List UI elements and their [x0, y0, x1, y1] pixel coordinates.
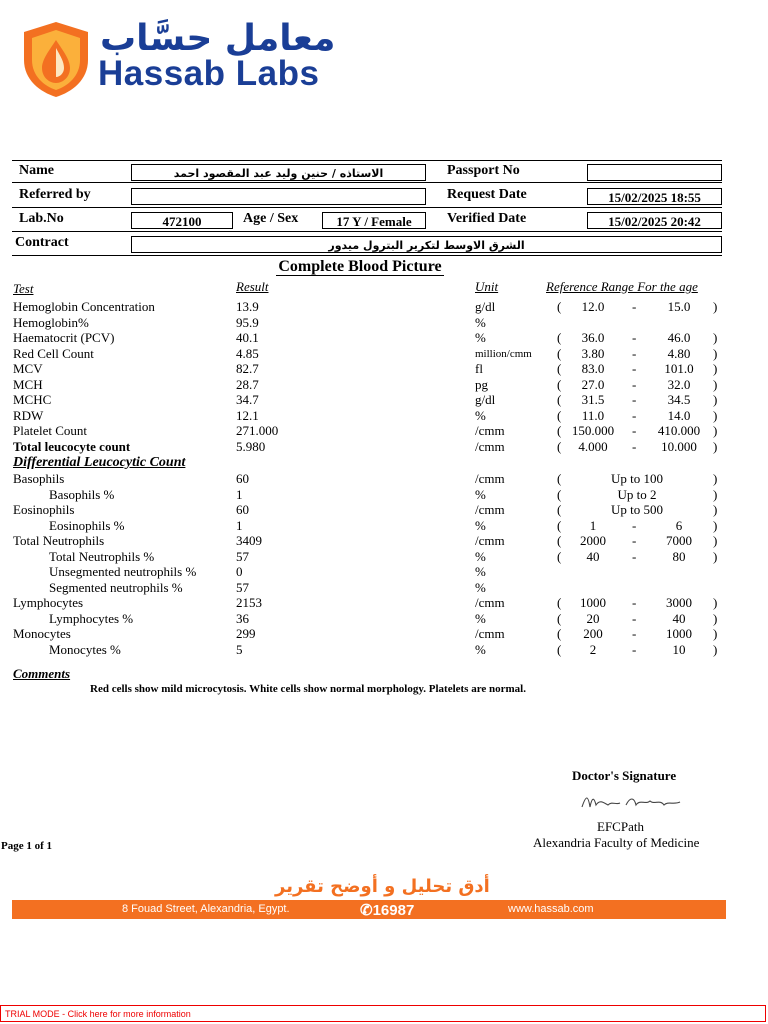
- footer-slogan: أدق تحليل و أوضح تقرير: [275, 876, 490, 897]
- range-close-paren: ): [713, 595, 718, 610]
- range-close-paren: ): [713, 548, 718, 564]
- result-row: [0, 299, 768, 315]
- test-name: MCHC: [13, 392, 52, 407]
- result-row: [0, 423, 768, 439]
- info-rule: [12, 182, 722, 183]
- range-high: 1000: [666, 626, 692, 641]
- range-high: 15.0: [667, 299, 691, 314]
- test-unit: million/cmm: [475, 347, 532, 360]
- verified-date-field: 15/02/2025 20:42: [587, 212, 722, 229]
- footer-phone-number: 16987: [372, 902, 415, 919]
- result-row: [0, 611, 768, 627]
- range-open-paren: (: [557, 423, 562, 438]
- range-low: 11.0: [581, 407, 605, 423]
- logo-english-text: Hassab Labs: [98, 54, 320, 93]
- test-result: 4.85: [236, 345, 259, 361]
- range-open-paren: (: [557, 438, 562, 454]
- range-high: 40: [672, 610, 686, 626]
- test-result: 28.7: [236, 376, 259, 392]
- test-unit: %: [475, 641, 486, 657]
- result-row: [0, 595, 768, 611]
- result-row: [0, 518, 768, 534]
- range-close-paren: ): [713, 471, 718, 486]
- range-open-paren: (: [557, 517, 562, 533]
- report-title: [0, 258, 720, 276]
- logo-arabic-text: معامل حسَّاب: [100, 18, 336, 59]
- range-close-paren: ): [713, 392, 718, 407]
- range-high: 14.0: [667, 407, 691, 423]
- name-field: الاستاذه / حنين وليد عبد المقصود احمد: [131, 164, 426, 181]
- test-name: Basophils %: [49, 486, 115, 502]
- test-result: 40.1: [236, 330, 259, 345]
- footer-address: 8 Fouad Street, Alexandria, Egypt.: [122, 903, 290, 915]
- test-unit: %: [475, 330, 486, 345]
- range-low: 200: [583, 626, 603, 641]
- range-dash: -: [632, 610, 637, 626]
- range-dash: -: [632, 376, 637, 392]
- result-row: [0, 626, 768, 642]
- range-open-paren: (: [557, 548, 562, 564]
- footer-phone: [360, 901, 414, 919]
- range-open-paren: (: [557, 345, 562, 361]
- range-close-paren: ): [713, 486, 718, 502]
- signature-heading: Doctor's Signature: [572, 768, 677, 783]
- range-high: 32.0: [667, 376, 691, 392]
- test-unit: %: [475, 564, 486, 579]
- result-row: [0, 471, 768, 487]
- result-row: [0, 580, 768, 596]
- range-open-paren: (: [557, 610, 562, 626]
- page-indicator: Page 1 of 1: [1, 840, 53, 852]
- range-low: 4.000: [578, 438, 608, 454]
- test-unit: %: [475, 610, 486, 626]
- test-unit: /cmm: [475, 423, 505, 438]
- range-low: 20: [586, 610, 600, 626]
- test-name: MCH: [13, 376, 43, 392]
- range-open-paren: (: [557, 392, 562, 407]
- range-low: 36.0: [581, 330, 605, 345]
- test-name: Total Neutrophils %: [49, 548, 155, 564]
- range-close-paren: ): [713, 517, 718, 533]
- test-result: 12.1: [236, 407, 259, 423]
- range-dash: -: [632, 641, 637, 657]
- info-top-rule: [12, 160, 722, 161]
- test-result: 5: [236, 641, 243, 657]
- range-open-paren: (: [557, 407, 562, 423]
- range-dash: -: [632, 392, 637, 407]
- test-name: Red Cell Count: [13, 345, 94, 361]
- test-unit: fl: [475, 361, 483, 376]
- range-close-paren: ): [713, 626, 718, 641]
- range-high: 10: [672, 641, 686, 657]
- test-unit: %: [475, 314, 486, 330]
- test-name: Lymphocytes %: [49, 610, 134, 626]
- column-range-heading: Reference Range For the age: [546, 279, 698, 294]
- range-open-paren: (: [557, 641, 562, 657]
- info-bottom-rule: [12, 255, 722, 256]
- comments-heading: Comments: [13, 666, 71, 681]
- test-unit: /cmm: [475, 471, 505, 486]
- range-close-paren: ): [713, 533, 718, 548]
- test-unit: pg: [475, 376, 488, 392]
- range-low: 1000: [580, 595, 606, 610]
- range-close-paren: ): [713, 299, 718, 314]
- range-high: 101.0: [664, 361, 694, 376]
- result-row: [0, 330, 768, 346]
- range-close-paren: ): [713, 376, 718, 392]
- referred-label: Referred by: [19, 187, 91, 202]
- test-result: 5.980: [236, 438, 266, 454]
- test-name: MCV: [13, 361, 43, 376]
- doctor-degree: EFCPath: [597, 819, 644, 834]
- range-high: 3000: [666, 595, 692, 610]
- range-close-paren: ): [713, 610, 718, 626]
- request-date-label: Request Date: [447, 187, 527, 202]
- test-unit: %: [475, 579, 486, 595]
- referred-field: [131, 188, 426, 205]
- request-date-field: 15/02/2025 18:55: [587, 188, 722, 205]
- contract-field: الشرق الاوسط لتكرير البترول ميدور: [131, 236, 722, 253]
- test-name: Total Neutrophils: [13, 533, 105, 548]
- hassab-shield-logo-icon: [20, 20, 92, 98]
- test-unit: g/dl: [475, 392, 496, 407]
- test-result: 3409: [236, 533, 262, 548]
- range-text: Up to 100: [611, 471, 663, 486]
- signature-scribble-icon: [580, 793, 690, 811]
- test-unit: /cmm: [475, 595, 505, 610]
- result-row: [0, 346, 768, 362]
- test-unit: %: [475, 517, 486, 533]
- range-open-paren: (: [557, 376, 562, 392]
- test-result: 271.000: [236, 423, 279, 438]
- phone-icon: ✆: [360, 902, 373, 919]
- test-unit: /cmm: [475, 438, 505, 454]
- test-result: 2153: [236, 595, 262, 610]
- range-dash: -: [632, 423, 637, 438]
- test-result: 95.9: [236, 314, 259, 330]
- range-high: 34.5: [667, 392, 691, 407]
- result-row: [0, 642, 768, 658]
- range-dash: -: [632, 407, 637, 423]
- range-open-paren: (: [557, 595, 562, 610]
- range-dash: -: [632, 517, 637, 533]
- range-open-paren: (: [557, 471, 562, 486]
- range-low: 2000: [580, 533, 606, 548]
- column-result-heading: Result: [236, 279, 269, 294]
- range-low: 150.000: [571, 423, 615, 438]
- range-close-paren: ): [713, 641, 718, 657]
- range-high: 4.80: [667, 345, 691, 361]
- range-open-paren: (: [557, 486, 562, 502]
- test-unit: /cmm: [475, 533, 505, 548]
- range-open-paren: (: [557, 502, 562, 517]
- range-dash: -: [632, 548, 637, 564]
- range-dash: -: [632, 533, 637, 548]
- result-row: [0, 564, 768, 580]
- range-low: 1: [589, 517, 597, 533]
- range-high: 80: [672, 548, 686, 564]
- range-low: 31.5: [581, 392, 605, 407]
- test-unit: g/dl: [475, 299, 496, 314]
- range-dash: -: [632, 626, 637, 641]
- test-result: 299: [236, 626, 256, 641]
- range-text: Up to 500: [611, 502, 663, 517]
- comments-text: Red cells show mild microcytosis. White cells show normal morphology. Platelets are normal.: [90, 683, 526, 695]
- range-close-paren: ): [713, 407, 718, 423]
- test-name: Eosinophils: [13, 502, 75, 517]
- labno-field: 472100: [131, 212, 233, 229]
- range-text: Up to 2: [617, 486, 657, 502]
- range-open-paren: (: [557, 330, 562, 345]
- range-dash: -: [632, 595, 637, 610]
- test-name: Monocytes %: [49, 641, 121, 657]
- handwritten-signature: [580, 793, 690, 814]
- range-dash: -: [632, 345, 637, 361]
- range-high: 7000: [666, 533, 692, 548]
- result-row: [0, 439, 768, 455]
- test-result: 57: [236, 579, 249, 595]
- differential-heading: Differential Leucocytic Count: [13, 455, 186, 470]
- labno-label: Lab.No: [19, 211, 64, 226]
- result-row: [0, 487, 768, 503]
- footer-website[interactable]: www.hassab.com: [508, 903, 594, 915]
- range-open-paren: (: [557, 626, 562, 641]
- verified-date-label: Verified Date: [447, 211, 527, 226]
- range-low: 2: [589, 641, 597, 657]
- range-close-paren: ): [713, 345, 718, 361]
- range-high: 10.000: [661, 438, 697, 454]
- test-result: 36: [236, 610, 249, 626]
- test-name: Segmented neutrophils %: [49, 579, 183, 595]
- range-open-paren: (: [557, 299, 562, 314]
- range-open-paren: (: [557, 361, 562, 376]
- test-result: 13.9: [236, 299, 259, 314]
- result-row: [0, 315, 768, 331]
- result-row: [0, 392, 768, 408]
- test-name: Total leucocyte count: [13, 438, 131, 454]
- range-close-paren: ): [713, 502, 718, 517]
- range-dash: -: [632, 361, 637, 376]
- test-unit: %: [475, 407, 486, 423]
- passport-field: [587, 164, 722, 181]
- name-label: Name: [19, 163, 54, 178]
- test-unit: %: [475, 548, 486, 564]
- column-test-heading: Test: [13, 281, 34, 296]
- test-result: 60: [236, 502, 249, 517]
- test-result: 82.7: [236, 361, 259, 376]
- range-dash: -: [632, 438, 637, 454]
- trial-mode-banner[interactable]: TRIAL MODE - Click here for more information: [0, 1005, 766, 1022]
- test-name: Lymphocytes: [13, 595, 84, 610]
- result-row: [0, 361, 768, 377]
- test-name: Unsegmented neutrophils %: [49, 564, 197, 579]
- test-name: Eosinophils %: [49, 517, 125, 533]
- range-high: 410.000: [657, 423, 701, 438]
- test-name: Monocytes: [13, 626, 71, 641]
- range-low: 27.0: [581, 376, 605, 392]
- range-close-paren: ): [713, 330, 718, 345]
- range-dash: -: [632, 299, 637, 314]
- info-rule: [12, 231, 722, 232]
- result-row: [0, 533, 768, 549]
- result-row: [0, 377, 768, 393]
- range-low: 83.0: [581, 361, 605, 376]
- test-name: Platelet Count: [13, 423, 88, 438]
- result-row: [0, 502, 768, 518]
- test-unit: /cmm: [475, 626, 505, 641]
- contract-label: Contract: [15, 235, 69, 250]
- test-unit: /cmm: [475, 502, 505, 517]
- footer-bar: [12, 900, 726, 919]
- range-high: 6: [675, 517, 683, 533]
- report-title-text: Complete Blood Picture: [278, 258, 442, 275]
- test-name: Hemoglobin%: [13, 314, 89, 330]
- test-result: 34.7: [236, 392, 259, 407]
- range-open-paren: (: [557, 533, 562, 548]
- range-low: 12.0: [581, 299, 605, 314]
- result-row: [0, 549, 768, 565]
- range-dash: -: [632, 330, 637, 345]
- range-close-paren: ): [713, 438, 718, 454]
- info-rule: [12, 207, 722, 208]
- doctor-faculty: Alexandria Faculty of Medicine: [533, 835, 700, 850]
- test-name: Basophils: [13, 471, 65, 486]
- range-close-paren: ): [713, 423, 718, 438]
- test-name: Haematocrit (PCV): [13, 330, 115, 345]
- test-name: RDW: [13, 407, 44, 423]
- column-unit-heading: Unit: [475, 279, 499, 294]
- test-unit: %: [475, 486, 486, 502]
- test-result: 0: [236, 564, 243, 579]
- range-close-paren: ): [713, 361, 718, 376]
- test-result: 1: [236, 517, 243, 533]
- agesex-label: Age / Sex: [243, 211, 299, 226]
- test-result: 57: [236, 548, 249, 564]
- test-result: 60: [236, 471, 249, 486]
- test-result: 1: [236, 486, 243, 502]
- agesex-field: 17 Y / Female: [322, 212, 426, 229]
- test-name: Hemoglobin Concentration: [13, 299, 155, 314]
- range-low: 40: [586, 548, 600, 564]
- passport-label: Passport No: [447, 163, 520, 178]
- result-row: [0, 408, 768, 424]
- range-high: 46.0: [667, 330, 691, 345]
- range-low: 3.80: [581, 345, 605, 361]
